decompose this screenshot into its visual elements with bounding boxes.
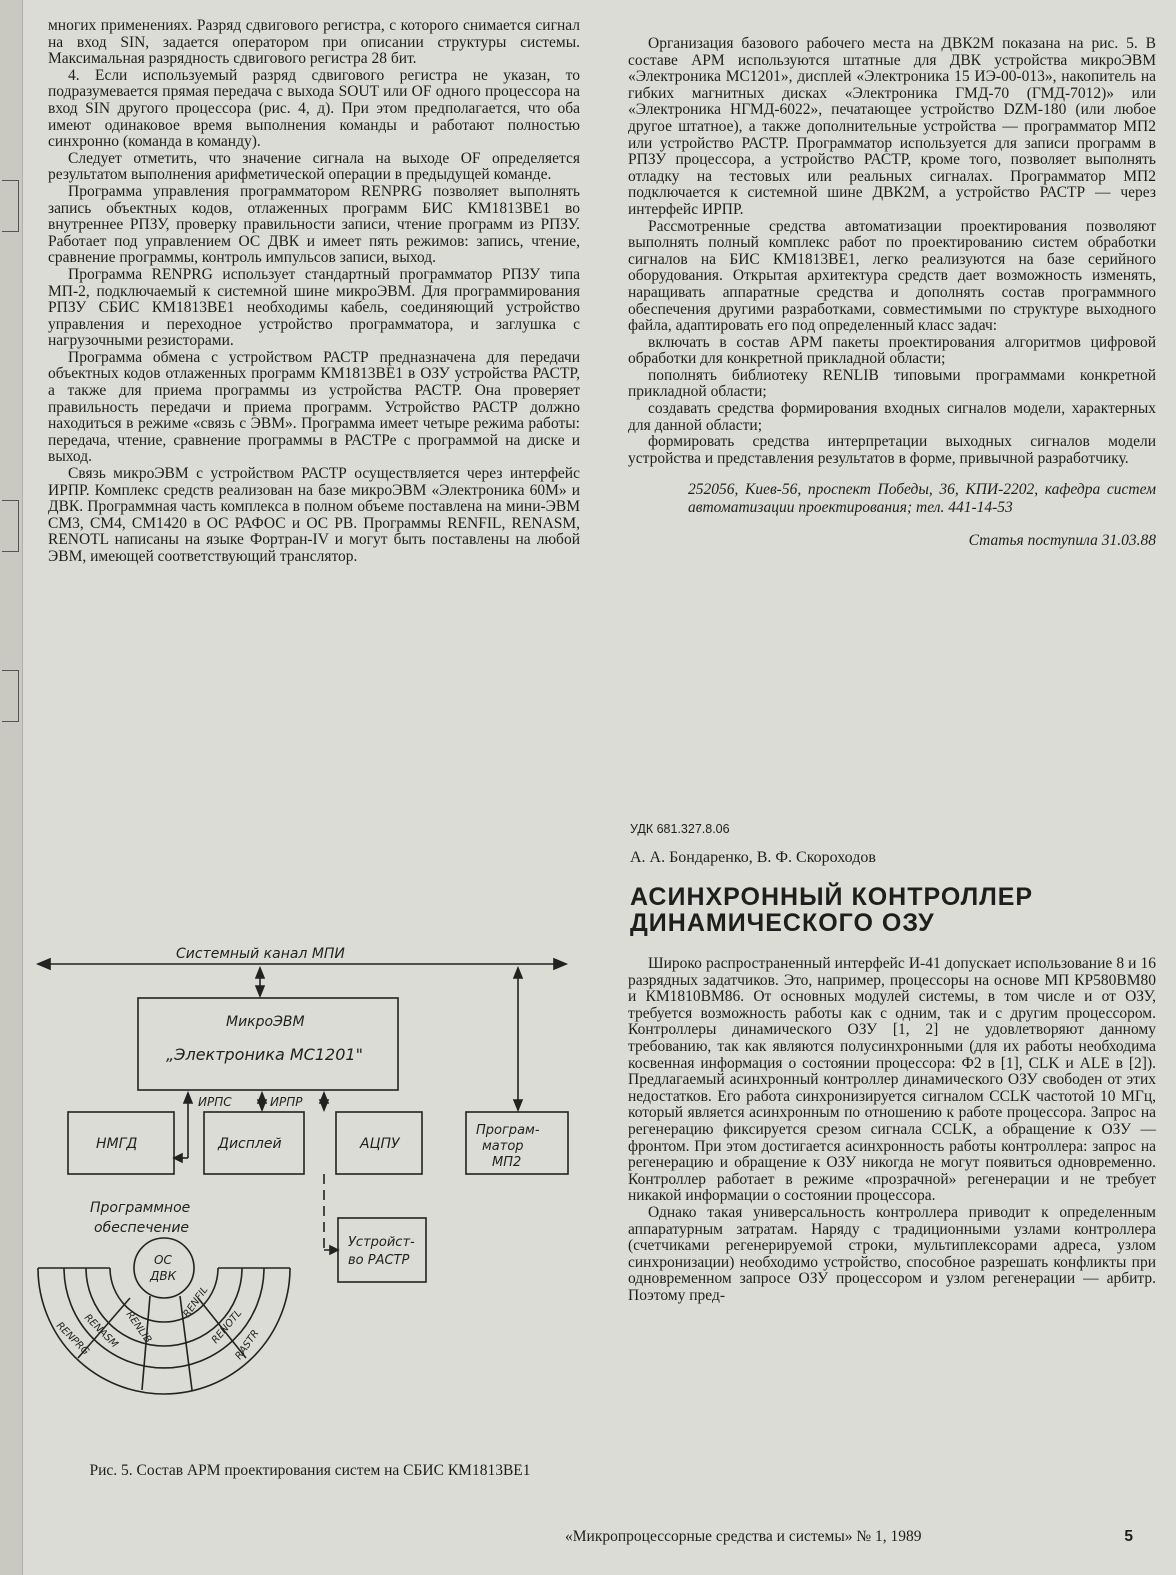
acpu-label: АЦПУ	[360, 1136, 400, 1152]
figure-5-diagram	[26, 938, 596, 1468]
software-label: Программное	[90, 1200, 191, 1216]
paragraph: Программа обмена с устройством РАСТР предназначена для передачи объектных кодов отлаженных программ КМ1813ВЕ1 в ОЗУ устройства РАСТР, а также для приема программы из устройства РАСТР. Она проверяет правильность передачи и приема программ. Устройство РАСТР должно находиться в режиме «связь с ЭВМ». Программа имеет четыре режима работы: передача, чтение, сравнение программы в РАСТРе с программой на диске и выход.	[48, 348, 580, 466]
os-label: ОС	[154, 1253, 172, 1267]
list-item: формировать средства интерпретации выходных сигналов модели устройства и представления результатов в форме, привычной разработчику.	[628, 433, 1156, 467]
left-column	[48, 18, 580, 566]
programmer-label: МП2	[492, 1155, 522, 1170]
title-line: АСИНХРОННЫЙ КОНТРОЛЛЕР	[630, 883, 1034, 911]
rastr-box	[338, 1218, 426, 1282]
micro-name: „Электроника МС1201"	[166, 1045, 363, 1064]
paragraph: многих применениях. Разряд сдвигового регистра, с которого снимается сигнал на вход SIN, задается оператором при описании структуры системы. Максимальная разрядность сдвигового регистра 28 бит.	[48, 17, 580, 68]
article-authors: А. А. Бондаренко, В. Ф. Скороходов	[630, 849, 876, 866]
paragraph: Связь микроЭВМ с устройством РАСТР осуществляется через интерфейс ИРПР. Комплекс средств реализован на базе микроЭВМ «Электроника 60М» и ДВК. Программная часть комплекса в полном объеме поставлена на мини-ЭВМ СМ3, СМ4, СМ1420 в ОС РАФОС и ОС РВ. Программы RENFIL, RENASM, RENOTL написаны на языке Фортран-IV и могут быть поставлены на любой ЭВМ, имеющей соответствующий транслятор.	[48, 465, 580, 565]
paragraph: Широко распространенный интерфейс И-41 допускает использование 8 и 16 разрядных задатчиков. Это, например, процессоры на основе МП КР580ВМ80 и КМ1810ВМ86. От основных модулей системы, в том числе и от ОЗУ, требуется возможность работы как с одним, так и с другим процессором. Контроллеры динамического ОЗУ [1, 2] не удовлетворяют данному требованию, так как являются полусинхронными (для их работы необходима косвенная информация о состоянии процессора: Ф2 в [1], CLK и ALE в [2]). Предлагаемый асинхронный контроллер динамического ОЗУ свободен от этих недостатков. Его работа синхронизируется сигналом CCLK частотой 10 МГц, который является асинхронным по отношению к работе процессора. Запрос на регенерацию фиксируется срезом сигнала CCLK, а обращение к ОЗУ — фронтом. При этом достигается асинхронность работы контроллера: запрос на регенерацию и обращение к ОЗУ никогда не могут появиться одновременно. Контроллер работает в режиме «прозрачной» регенерации и не требует никакой информации о состоянии процессора.	[628, 955, 1156, 1205]
paragraph: Программа управления программатором RENPRG позволяет выполнять запись объектных кодов, отлаженных программ БИС КМ1813ВЕ1 во внутреннее РПЗУ, проверку правильности записи, чтение программ из РПЗУ. Работает под управлением ОС ДВК и имеет пять режимов: запись, чтение, сравнение программы, контроль импульсов записи, выход.	[48, 182, 580, 267]
article-title	[630, 884, 1150, 936]
udc-code: УДК 681.327.8.06	[630, 822, 730, 836]
arrow-head	[38, 959, 50, 969]
author-address: 252056, Киев-56, проспект Победы, 36, КПИ-2202, кафедра систем автоматизации проектирования; тел. 441-14-53	[688, 481, 1156, 517]
article-body	[628, 956, 1156, 1304]
ring-label: RENPRG	[53, 1320, 91, 1358]
ring-label: RASTR	[233, 1328, 262, 1362]
paragraph: Организация базового рабочего места на ДВК2М показана на рис. 5. В составе АРМ используются штатные для ДВК устройства микроЭВМ «Электроника МС1201», дисплей «Электроника 15 ИЭ-00-013», накопитель на гибких магнитных дисках «Электроника ГМД-70 (ГМД-7012)» или «Электроника НГМД-6022», печатающее устройство DZM-180 (или любое другое штатное), а также дополнительные устройства — программатор МП2 или устройство РАСТР. Программатор используется для записи программ в РПЗУ процессора, а устройство РАСТР, кроме того, позволяет выполнять отладку на тестовых или реальных сигналах. Программатор МП2 подключается к системной шине ДВК2М, а устройство РАСТР — через интерфейс ИРПР.	[628, 35, 1156, 218]
received-date: Статья поступила 31.03.88	[968, 532, 1156, 550]
software-label: обеспечение	[94, 1220, 190, 1236]
list-item: создавать средства формирования входных сигналов модели, характерных для данной области;	[628, 400, 1156, 434]
programmer-label: матор	[482, 1139, 524, 1154]
programmer-label: Програм-	[476, 1123, 540, 1138]
nmgd-label: НМГД	[96, 1136, 138, 1152]
edge-fragment	[2, 500, 19, 552]
title-line: ДИНАМИЧЕСКОГО ОЗУ	[630, 909, 935, 937]
paragraph: Следует отметить, что значение сигнала на выходе OF определяется результатом выполнения арифметической операции в предыдущей команде.	[48, 149, 580, 184]
rastr-label: во РАСТР	[348, 1253, 410, 1268]
paragraph: 4. Если используемый разряд сдвигового регистра не указан, то подразумевается прямая передача с выхода SOUT или OF одного процессора на вход SIN другого процессора (рис. 4, д). При этом предполагается, что оба имеют одинаковое время выполнения команды и работают полностью синхронно (команда в команду).	[48, 66, 580, 151]
list-item: пополнять библиотеку RENLIB типовыми программами конкретной прикладной области;	[628, 366, 1156, 401]
page-number: 5	[1124, 1528, 1133, 1545]
paragraph: Однако такая универсальность контроллера приводит к определенным аппаратурным затратам. Наряду с традиционными узлами контроллера (счетчиками регенерируемой строки, мультиплексорами адреса, узлом синхронизации) необходимо устройство, способное разрешать конфликты при одновременном запросе ОЗУ процессором и узлом регенерации — арбитр. Поэтому пред-	[628, 1203, 1156, 1304]
paragraph: Программа RENPRG использует стандартный программатор РПЗУ типа МП-2, подключаемый к системной шине микроЭВМ. Для программирования РПЗУ СБИС КМ1813ВЕ1 необходимы кабель, соединяющий устройство управления и переходное устройство программатора, и заглушка с нагрузочными резисторами.	[48, 265, 580, 350]
irpr-label: ИРПР	[270, 1095, 303, 1109]
page-footer	[565, 1528, 1155, 1546]
microcomputer-box	[138, 998, 398, 1090]
ring-label: RENLIB	[123, 1309, 154, 1346]
bus-label: Системный канал МПИ	[176, 946, 345, 962]
micro-title: МикроЭВМ	[226, 1014, 305, 1030]
journal-name: «Микропроцессорные средства и системы» № 1, 1989	[565, 1528, 922, 1545]
paragraph: Рассмотренные средства автоматизации проектирования позволяют выполнять полный комплекс работ по проектированию систем обработки сигналов на БИС КМ1813ВЕ1, легко реализуются на базе серийного оборудования. Открытая архитектура средств дает возможность изменять, наращивать аппаратные средства и дополнять состав программного обеспечения другими разработками, совместимыми по структуре выходного файла, адаптировать его под определенный класс задач:	[628, 217, 1156, 335]
ring-label: RENOTL	[209, 1307, 245, 1346]
rastr-label: Устройст-	[348, 1235, 415, 1250]
os-circle	[134, 1238, 194, 1298]
list-item: включать в состав АРМ пакеты проектирования алгоритмов цифровой обработки для конкретной прикладной области;	[628, 333, 1156, 368]
os-label: ДВК	[150, 1269, 177, 1283]
previous-page-edge	[0, 0, 23, 1575]
edge-fragment	[2, 180, 19, 232]
figure-caption: Рис. 5. Состав АРМ проектирования систем на СБИС КМ1813ВЕ1	[89, 1462, 531, 1479]
edge-fragment	[2, 670, 19, 722]
arrow-head	[554, 959, 566, 969]
display-label: Дисплей	[218, 1136, 282, 1152]
right-column	[628, 36, 1156, 550]
ring-label: RENASM	[81, 1312, 120, 1351]
irps-label: ИРПС	[198, 1095, 232, 1109]
ring-label: RENFIL	[181, 1284, 211, 1320]
